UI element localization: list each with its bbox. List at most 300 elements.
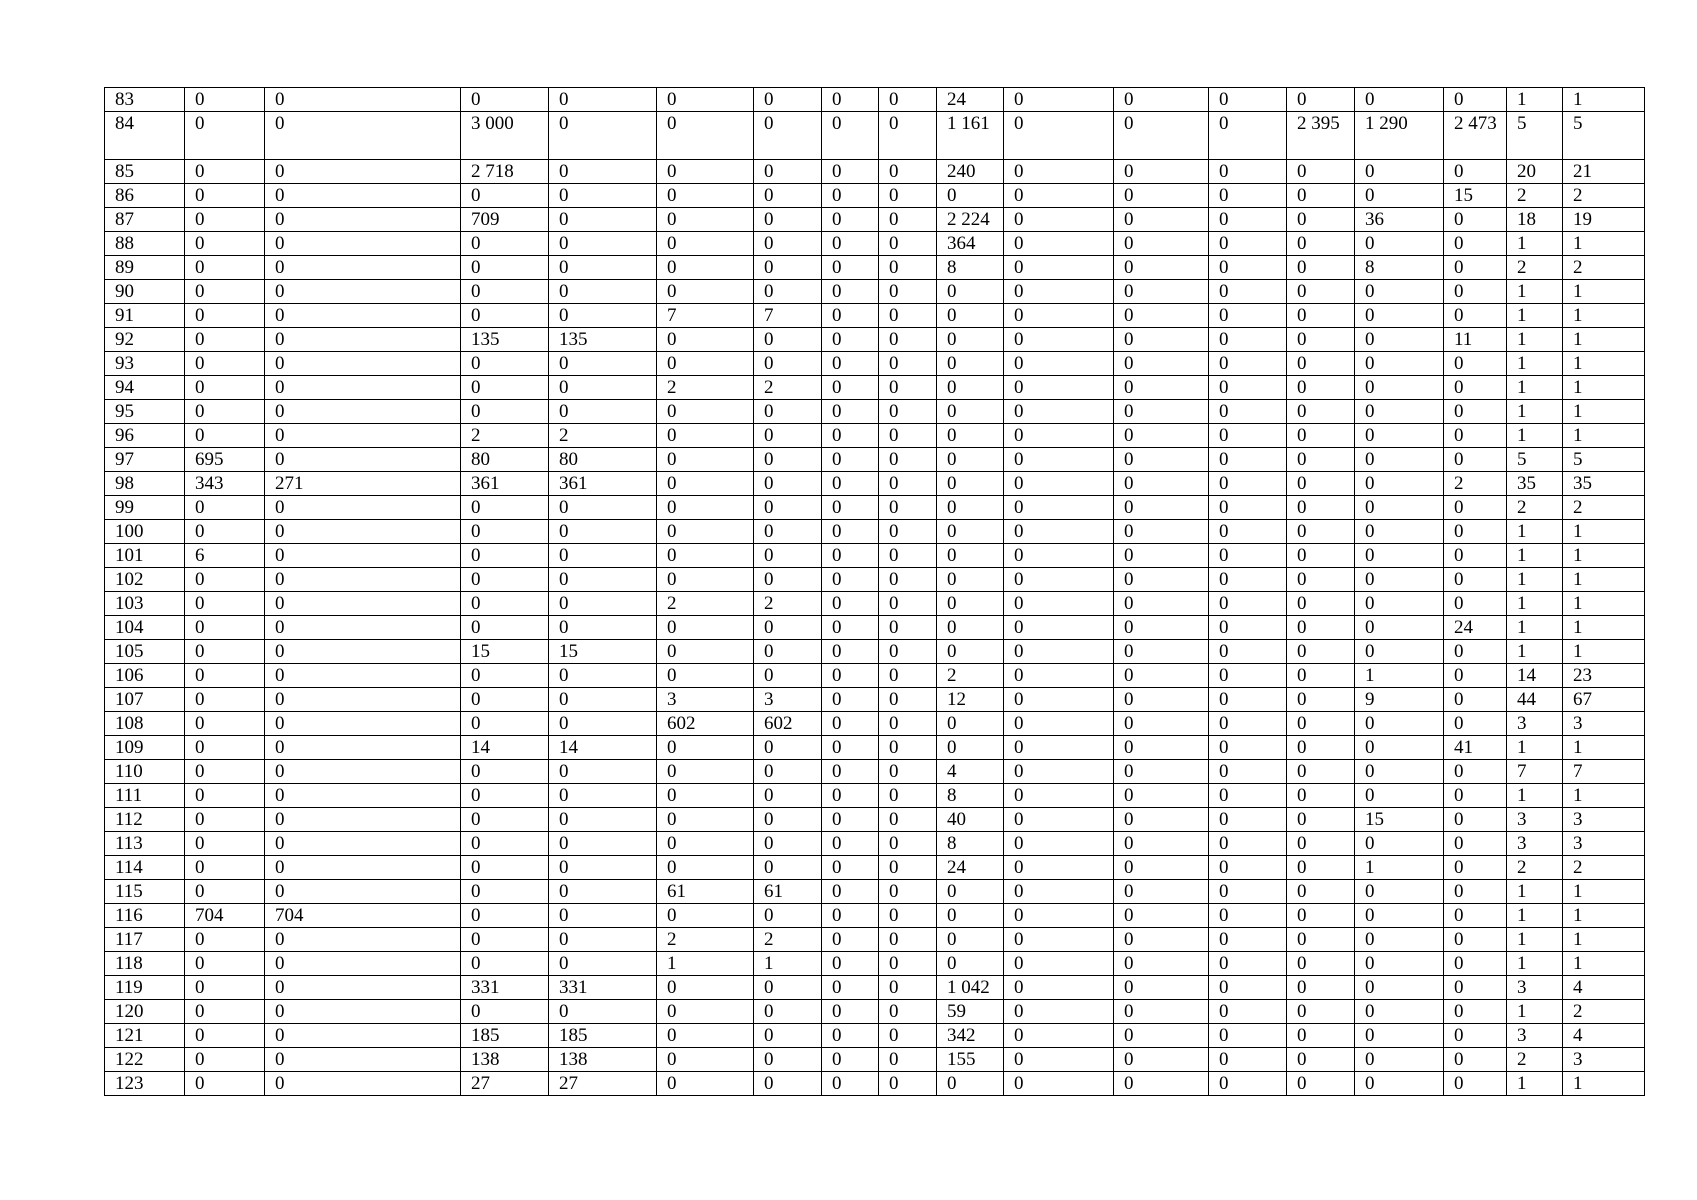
table-cell: 0 xyxy=(1004,856,1114,880)
table-cell: 0 xyxy=(1287,1072,1355,1096)
table-cell: 0 xyxy=(754,640,822,664)
table-cell: 0 xyxy=(1004,640,1114,664)
table-cell: 0 xyxy=(754,88,822,112)
table-cell: 0 xyxy=(265,112,461,160)
table-cell: 0 xyxy=(1004,400,1114,424)
table-cell: 3 xyxy=(657,688,754,712)
table-cell: 0 xyxy=(461,400,549,424)
row-number-cell: 114 xyxy=(105,856,185,880)
table-cell: 35 xyxy=(1563,472,1645,496)
table-cell: 0 xyxy=(1209,712,1287,736)
table-cell: 0 xyxy=(1287,1000,1355,1024)
table-cell: 0 xyxy=(822,352,879,376)
table-cell: 1 xyxy=(1563,568,1645,592)
table-row xyxy=(105,856,1645,880)
table-cell: 0 xyxy=(185,784,265,808)
table-cell: 0 xyxy=(754,736,822,760)
table-cell: 6 xyxy=(185,544,265,568)
table-cell: 331 xyxy=(549,976,657,1000)
table-cell: 0 xyxy=(822,880,879,904)
table-cell: 0 xyxy=(754,328,822,352)
table-cell: 2 xyxy=(1563,184,1645,208)
table-cell: 0 xyxy=(1114,808,1209,832)
row-number-cell: 119 xyxy=(105,976,185,1000)
table-cell: 0 xyxy=(879,328,937,352)
table-cell: 0 xyxy=(1004,976,1114,1000)
table-cell: 0 xyxy=(1355,496,1444,520)
table-cell: 138 xyxy=(549,1048,657,1072)
row-number-cell: 111 xyxy=(105,784,185,808)
table-cell: 0 xyxy=(1209,952,1287,976)
table-cell: 0 xyxy=(1004,448,1114,472)
table-row xyxy=(105,160,1645,184)
table-cell: 3 xyxy=(1507,832,1563,856)
table-cell: 0 xyxy=(1004,952,1114,976)
table-cell: 1 xyxy=(1507,640,1563,664)
table-cell: 0 xyxy=(549,112,657,160)
table-cell: 0 xyxy=(657,1000,754,1024)
table-row xyxy=(105,280,1645,304)
table-cell: 2 xyxy=(1507,496,1563,520)
table-cell: 0 xyxy=(1287,232,1355,256)
table-cell: 0 xyxy=(185,856,265,880)
table-cell: 0 xyxy=(1004,928,1114,952)
table-cell: 0 xyxy=(1209,856,1287,880)
table-cell: 0 xyxy=(1114,784,1209,808)
table-cell: 5 xyxy=(1507,112,1563,160)
table-cell: 1 xyxy=(1507,1000,1563,1024)
table-cell: 0 xyxy=(1004,616,1114,640)
table-cell: 709 xyxy=(461,208,549,232)
table-row xyxy=(105,808,1645,832)
table-cell: 0 xyxy=(1355,160,1444,184)
table-cell: 0 xyxy=(1004,664,1114,688)
table-cell: 0 xyxy=(754,424,822,448)
table-cell: 0 xyxy=(1287,400,1355,424)
table-cell: 1 xyxy=(1563,592,1645,616)
table-cell: 0 xyxy=(1114,880,1209,904)
table-cell: 0 xyxy=(185,592,265,616)
table-cell: 602 xyxy=(754,712,822,736)
table-cell: 0 xyxy=(1004,232,1114,256)
table-cell: 1 xyxy=(1563,88,1645,112)
table-row xyxy=(105,904,1645,928)
table-cell: 0 xyxy=(1355,904,1444,928)
table-cell: 0 xyxy=(549,352,657,376)
table-cell: 0 xyxy=(822,472,879,496)
table-cell: 0 xyxy=(549,232,657,256)
table-cell: 0 xyxy=(657,544,754,568)
table-cell: 0 xyxy=(754,904,822,928)
table-cell: 0 xyxy=(879,808,937,832)
table-cell: 2 xyxy=(657,376,754,400)
table-cell: 0 xyxy=(822,664,879,688)
table-cell: 0 xyxy=(1444,520,1507,544)
table-cell: 0 xyxy=(1287,784,1355,808)
table-cell: 0 xyxy=(657,1048,754,1072)
table-cell: 0 xyxy=(822,1072,879,1096)
table-cell: 0 xyxy=(937,568,1004,592)
table-cell: 0 xyxy=(265,592,461,616)
table-cell: 1 xyxy=(1563,928,1645,952)
table-cell: 0 xyxy=(549,304,657,328)
table-cell: 0 xyxy=(1114,928,1209,952)
table-cell: 0 xyxy=(1355,280,1444,304)
table-cell: 0 xyxy=(1444,808,1507,832)
table-row xyxy=(105,496,1645,520)
row-number-cell: 107 xyxy=(105,688,185,712)
table-cell: 0 xyxy=(937,352,1004,376)
table-cell: 0 xyxy=(1355,1024,1444,1048)
table-cell: 1 xyxy=(1507,880,1563,904)
table-cell: 0 xyxy=(1209,208,1287,232)
table-cell: 1 042 xyxy=(937,976,1004,1000)
table-cell: 0 xyxy=(657,784,754,808)
table-cell: 0 xyxy=(1444,928,1507,952)
table-cell: 0 xyxy=(937,952,1004,976)
row-number-cell: 88 xyxy=(105,232,185,256)
table-cell: 0 xyxy=(185,520,265,544)
table-cell: 0 xyxy=(1114,640,1209,664)
table-cell: 0 xyxy=(822,88,879,112)
table-cell: 0 xyxy=(265,376,461,400)
table-cell: 0 xyxy=(265,928,461,952)
table-cell: 0 xyxy=(822,784,879,808)
row-number-cell: 84 xyxy=(105,112,185,160)
table-cell: 0 xyxy=(461,496,549,520)
table-cell: 1 xyxy=(1507,304,1563,328)
table-cell: 0 xyxy=(461,688,549,712)
table-cell: 1 xyxy=(1563,280,1645,304)
table-cell: 0 xyxy=(1287,808,1355,832)
table-cell: 0 xyxy=(657,184,754,208)
table-cell: 0 xyxy=(1209,736,1287,760)
table-cell: 0 xyxy=(1287,328,1355,352)
table-cell: 5 xyxy=(1563,112,1645,160)
table-cell: 0 xyxy=(549,880,657,904)
table-row xyxy=(105,184,1645,208)
table-cell: 0 xyxy=(549,664,657,688)
table-cell: 0 xyxy=(822,520,879,544)
table-cell: 0 xyxy=(754,160,822,184)
table-cell: 15 xyxy=(1355,808,1444,832)
table-cell: 0 xyxy=(1004,568,1114,592)
table-cell: 2 395 xyxy=(1287,112,1355,160)
table-cell: 0 xyxy=(1287,856,1355,880)
table-cell: 0 xyxy=(549,256,657,280)
table-cell: 80 xyxy=(549,448,657,472)
table-cell: 0 xyxy=(1444,952,1507,976)
table-cell: 0 xyxy=(461,832,549,856)
row-number-cell: 96 xyxy=(105,424,185,448)
table-cell: 0 xyxy=(461,952,549,976)
table-cell: 0 xyxy=(549,832,657,856)
table-cell: 0 xyxy=(879,88,937,112)
table-cell: 0 xyxy=(657,616,754,640)
table-cell: 0 xyxy=(1004,520,1114,544)
table-cell: 0 xyxy=(1287,640,1355,664)
table-cell: 0 xyxy=(1209,88,1287,112)
table-cell: 0 xyxy=(1444,832,1507,856)
table-cell: 0 xyxy=(879,496,937,520)
table-cell: 0 xyxy=(1444,400,1507,424)
table-cell: 0 xyxy=(1004,112,1114,160)
table-cell: 0 xyxy=(1444,760,1507,784)
table-cell: 0 xyxy=(657,328,754,352)
table-row xyxy=(105,112,1645,160)
table-cell: 0 xyxy=(1004,88,1114,112)
table-cell: 0 xyxy=(822,112,879,160)
table-cell: 0 xyxy=(1287,352,1355,376)
table-cell: 0 xyxy=(657,976,754,1000)
table-cell: 0 xyxy=(1444,592,1507,616)
table-cell: 1 xyxy=(1563,232,1645,256)
table-cell: 0 xyxy=(1209,784,1287,808)
table-cell: 35 xyxy=(1507,472,1563,496)
table-cell: 0 xyxy=(1004,352,1114,376)
table-cell: 2 xyxy=(549,424,657,448)
table-cell: 0 xyxy=(1114,184,1209,208)
table-cell: 1 xyxy=(754,952,822,976)
table-cell: 0 xyxy=(1114,304,1209,328)
table-cell: 0 xyxy=(1355,952,1444,976)
table-cell: 15 xyxy=(549,640,657,664)
table-cell: 0 xyxy=(461,304,549,328)
table-row xyxy=(105,256,1645,280)
table-cell: 1 161 xyxy=(937,112,1004,160)
table-cell: 0 xyxy=(879,928,937,952)
table-cell: 0 xyxy=(1444,208,1507,232)
table-cell: 0 xyxy=(657,760,754,784)
table-cell: 0 xyxy=(1004,1024,1114,1048)
table-cell: 0 xyxy=(1355,544,1444,568)
table-cell: 0 xyxy=(265,784,461,808)
table-cell: 0 xyxy=(937,472,1004,496)
table-cell: 0 xyxy=(1004,424,1114,448)
table-cell: 0 xyxy=(657,112,754,160)
table-cell: 0 xyxy=(265,544,461,568)
table-cell: 24 xyxy=(937,88,1004,112)
table-cell: 3 xyxy=(1563,832,1645,856)
table-cell: 1 xyxy=(1563,304,1645,328)
table-cell: 0 xyxy=(1355,592,1444,616)
table-cell: 0 xyxy=(879,592,937,616)
table-cell: 0 xyxy=(754,184,822,208)
table-cell: 0 xyxy=(1209,520,1287,544)
table-cell: 0 xyxy=(657,448,754,472)
table-cell: 0 xyxy=(185,976,265,1000)
table-cell: 0 xyxy=(879,664,937,688)
row-number-cell: 108 xyxy=(105,712,185,736)
table-cell: 0 xyxy=(549,400,657,424)
table-cell: 1 xyxy=(1563,376,1645,400)
table-cell: 0 xyxy=(822,1048,879,1072)
table-cell: 0 xyxy=(1004,160,1114,184)
table-cell: 5 xyxy=(1507,448,1563,472)
table-cell: 2 xyxy=(937,664,1004,688)
table-cell: 0 xyxy=(461,712,549,736)
table-cell: 0 xyxy=(1444,640,1507,664)
table-cell: 0 xyxy=(1287,256,1355,280)
table-cell: 0 xyxy=(1209,1000,1287,1024)
table-row xyxy=(105,928,1645,952)
table-cell: 704 xyxy=(185,904,265,928)
table-cell: 0 xyxy=(185,712,265,736)
table-cell: 0 xyxy=(822,760,879,784)
table-cell: 0 xyxy=(265,760,461,784)
table-cell: 138 xyxy=(461,1048,549,1072)
table-cell: 1 xyxy=(1507,328,1563,352)
row-number-cell: 101 xyxy=(105,544,185,568)
table-cell: 0 xyxy=(879,232,937,256)
table-cell: 0 xyxy=(1444,664,1507,688)
table-cell: 0 xyxy=(265,712,461,736)
table-cell: 0 xyxy=(822,328,879,352)
table-cell: 2 xyxy=(754,928,822,952)
table-cell: 0 xyxy=(1355,736,1444,760)
table-row xyxy=(105,304,1645,328)
table-cell: 0 xyxy=(1209,400,1287,424)
table-cell: 0 xyxy=(1114,160,1209,184)
table-cell: 0 xyxy=(185,1072,265,1096)
table-row xyxy=(105,208,1645,232)
table-cell: 0 xyxy=(1355,928,1444,952)
table-cell: 3 000 xyxy=(461,112,549,160)
table-cell: 0 xyxy=(657,256,754,280)
table-row xyxy=(105,976,1645,1000)
table-cell: 0 xyxy=(1444,376,1507,400)
table-cell: 0 xyxy=(461,784,549,808)
table-cell: 0 xyxy=(1114,712,1209,736)
table-cell: 0 xyxy=(185,832,265,856)
table-cell: 0 xyxy=(461,928,549,952)
table-cell: 0 xyxy=(461,544,549,568)
table-cell: 0 xyxy=(461,568,549,592)
table-cell: 24 xyxy=(937,856,1004,880)
table-cell: 1 xyxy=(1507,232,1563,256)
table-cell: 0 xyxy=(879,544,937,568)
table-cell: 0 xyxy=(657,352,754,376)
table-row xyxy=(105,544,1645,568)
table-cell: 0 xyxy=(937,616,1004,640)
row-number-cell: 94 xyxy=(105,376,185,400)
table-cell: 0 xyxy=(879,448,937,472)
table-cell: 0 xyxy=(461,520,549,544)
table-cell: 0 xyxy=(1444,160,1507,184)
table-cell: 0 xyxy=(265,640,461,664)
table-cell: 0 xyxy=(461,1000,549,1024)
table-cell: 0 xyxy=(549,904,657,928)
table-cell: 61 xyxy=(657,880,754,904)
table-cell: 0 xyxy=(1209,376,1287,400)
table-cell: 0 xyxy=(549,376,657,400)
table-cell: 0 xyxy=(1287,376,1355,400)
table-cell: 361 xyxy=(461,472,549,496)
table-cell: 0 xyxy=(1355,472,1444,496)
table-cell: 0 xyxy=(265,1000,461,1024)
table-cell: 0 xyxy=(185,352,265,376)
table-cell: 0 xyxy=(937,592,1004,616)
table-cell: 0 xyxy=(461,352,549,376)
table-cell: 0 xyxy=(1355,1072,1444,1096)
table-cell: 0 xyxy=(657,664,754,688)
table-cell: 0 xyxy=(1209,304,1287,328)
row-number-cell: 92 xyxy=(105,328,185,352)
table-cell: 1 xyxy=(1355,856,1444,880)
table-cell: 0 xyxy=(265,424,461,448)
table-cell: 0 xyxy=(461,592,549,616)
table-cell: 0 xyxy=(265,328,461,352)
row-number-cell: 117 xyxy=(105,928,185,952)
table-cell: 0 xyxy=(1287,544,1355,568)
table-cell: 0 xyxy=(265,856,461,880)
table-cell: 0 xyxy=(879,784,937,808)
row-number-cell: 120 xyxy=(105,1000,185,1024)
table-cell: 342 xyxy=(937,1024,1004,1048)
table-cell: 0 xyxy=(265,88,461,112)
table-cell: 0 xyxy=(1209,448,1287,472)
table-cell: 0 xyxy=(1114,952,1209,976)
table-cell: 240 xyxy=(937,160,1004,184)
table-cell: 0 xyxy=(265,664,461,688)
table-cell: 2 xyxy=(1563,496,1645,520)
table-row xyxy=(105,616,1645,640)
table-cell: 0 xyxy=(937,496,1004,520)
table-cell: 0 xyxy=(1004,1000,1114,1024)
table-cell: 0 xyxy=(185,112,265,160)
table-cell: 0 xyxy=(754,976,822,1000)
table-cell: 0 xyxy=(549,856,657,880)
table-cell: 1 290 xyxy=(1355,112,1444,160)
table-cell: 0 xyxy=(549,784,657,808)
table-cell: 0 xyxy=(185,1000,265,1024)
table-cell: 0 xyxy=(185,1024,265,1048)
table-cell: 0 xyxy=(1004,496,1114,520)
table-cell: 0 xyxy=(1209,544,1287,568)
row-number-cell: 102 xyxy=(105,568,185,592)
table-cell: 0 xyxy=(1287,160,1355,184)
table-cell: 0 xyxy=(185,640,265,664)
table-cell: 0 xyxy=(1004,688,1114,712)
table-cell: 7 xyxy=(1563,760,1645,784)
table-row xyxy=(105,88,1645,112)
table-cell: 3 xyxy=(1507,808,1563,832)
table-cell: 0 xyxy=(265,352,461,376)
table-cell: 0 xyxy=(1114,976,1209,1000)
table-cell: 0 xyxy=(1209,112,1287,160)
table-cell: 0 xyxy=(754,544,822,568)
table-cell: 0 xyxy=(657,400,754,424)
table-cell: 0 xyxy=(937,400,1004,424)
table-cell: 0 xyxy=(754,856,822,880)
table-cell: 27 xyxy=(461,1072,549,1096)
table-cell: 0 xyxy=(1287,448,1355,472)
table-cell: 602 xyxy=(657,712,754,736)
table-cell: 0 xyxy=(549,280,657,304)
table-row xyxy=(105,232,1645,256)
table-cell: 0 xyxy=(1287,304,1355,328)
table-cell: 0 xyxy=(657,904,754,928)
table-cell: 0 xyxy=(937,424,1004,448)
table-cell: 0 xyxy=(937,640,1004,664)
table-cell: 0 xyxy=(822,568,879,592)
table-cell: 0 xyxy=(1209,664,1287,688)
table-cell: 0 xyxy=(1114,1024,1209,1048)
table-cell: 0 xyxy=(549,520,657,544)
table-cell: 0 xyxy=(937,304,1004,328)
table-cell: 0 xyxy=(822,184,879,208)
table-cell: 0 xyxy=(1114,1048,1209,1072)
